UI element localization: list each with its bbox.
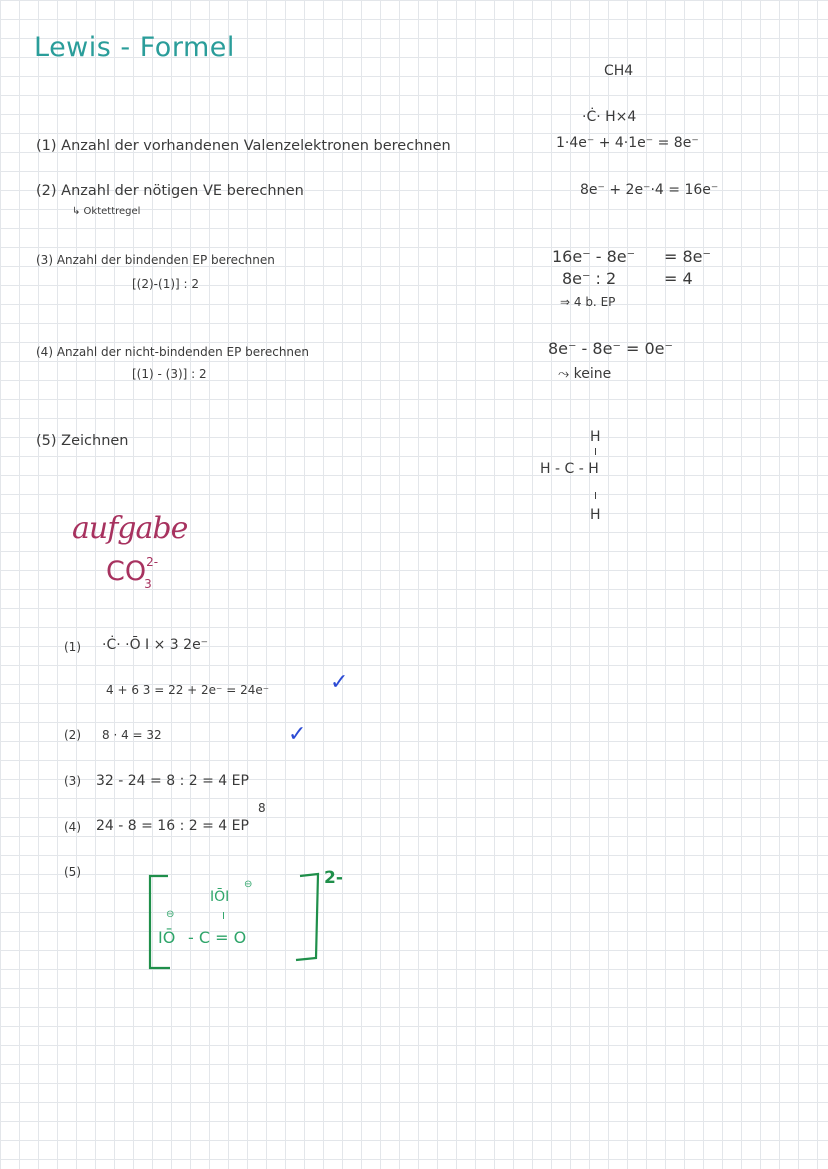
- task-step-1-calc: 4 + 6 3 = 22 + 2e⁻ = 24e⁻: [106, 683, 270, 697]
- ion-charge: 2-: [146, 555, 159, 569]
- example-step-3c: ⇒ 4 b. EP: [560, 295, 616, 309]
- left-bracket: [150, 876, 170, 968]
- step-3-formula: [(2)-(1)] : 2: [132, 277, 199, 291]
- step-5-label: (5) Zeichnen: [36, 433, 129, 449]
- bond-row: - C = O: [188, 928, 247, 947]
- task-step-4-label: (4): [64, 820, 81, 834]
- task-step-3-calc: 32 - 24 = 8 : 2 = 4 EP: [96, 773, 249, 789]
- example-step-2: 8e⁻ + 2e⁻·4 = 16e⁻: [580, 182, 719, 198]
- step-3-label: (3) Anzahl der bindenden EP berechnen: [36, 253, 275, 267]
- structure-middle-row: H - C - H: [540, 461, 599, 477]
- task-step-5-label: (5): [64, 865, 81, 879]
- example-step-4a: 8e⁻ - 8e⁻ = 0e⁻: [548, 339, 673, 358]
- left-oxygen: IŌ: [158, 928, 176, 947]
- check-mark-2: ✓: [288, 722, 307, 747]
- task-step-2-label: (2): [64, 728, 81, 742]
- structure-bond-top: I: [594, 447, 597, 458]
- structure-bond-bottom: I: [594, 491, 597, 502]
- task-step-4-correction: 8: [258, 801, 266, 815]
- task-step-4-calc: 24 - 8 = 16 : 2 = 4 EP: [96, 818, 249, 834]
- example-dots-line: ·Ċ· H×4: [582, 109, 637, 125]
- structure-bottom-h: H: [590, 507, 601, 523]
- step-2-label: (2) Anzahl der nötigen VE berechnen: [36, 183, 304, 199]
- task-title: aufgabe: [72, 511, 188, 546]
- check-mark-1: ✓: [330, 670, 349, 695]
- example-step-3a: 16e⁻ - 8e⁻: [552, 247, 636, 266]
- structure-top-h: H: [590, 429, 601, 445]
- example-step-4b: ⤳ keine: [558, 366, 612, 382]
- vertical-bond: I: [222, 911, 225, 922]
- ion-base: CO: [106, 556, 147, 587]
- top-minus-icon: ⊖: [244, 879, 253, 890]
- example-step-1: 1·4e⁻ + 4·1e⁻ = 8e⁻: [556, 135, 699, 151]
- task-step-1-dots: ·Ċ· ·Ō I × 3 2e⁻: [102, 637, 209, 653]
- left-minus-icon: ⊖: [166, 909, 175, 920]
- example-step-3b: 8e⁻ : 2: [562, 269, 617, 288]
- example-molecule: CH4: [604, 63, 634, 79]
- example-step-3b-result: = 4: [664, 269, 693, 288]
- ion-sub: 3: [144, 577, 152, 591]
- right-bracket: [296, 874, 318, 960]
- charge-label: 2-: [324, 868, 343, 888]
- step-2-sub: ↳ Oktettregel: [72, 206, 141, 217]
- task-step-2-calc: 8 · 4 = 32: [102, 728, 162, 742]
- step-1-label: (1) Anzahl der vorhandenen Valenzelektronen berechnen: [36, 138, 451, 154]
- page-title: Lewis - Formel: [34, 32, 235, 63]
- top-oxygen: IŌI: [210, 889, 230, 905]
- step-4-label: (4) Anzahl der nicht-bindenden EP berechnen: [36, 345, 310, 359]
- step-4-formula: [(1) - (3)] : 2: [132, 367, 207, 381]
- task-step-3-label: (3): [64, 774, 81, 788]
- task-step-1-label: (1): [64, 640, 81, 654]
- example-step-3a-result: = 8e⁻: [664, 247, 711, 266]
